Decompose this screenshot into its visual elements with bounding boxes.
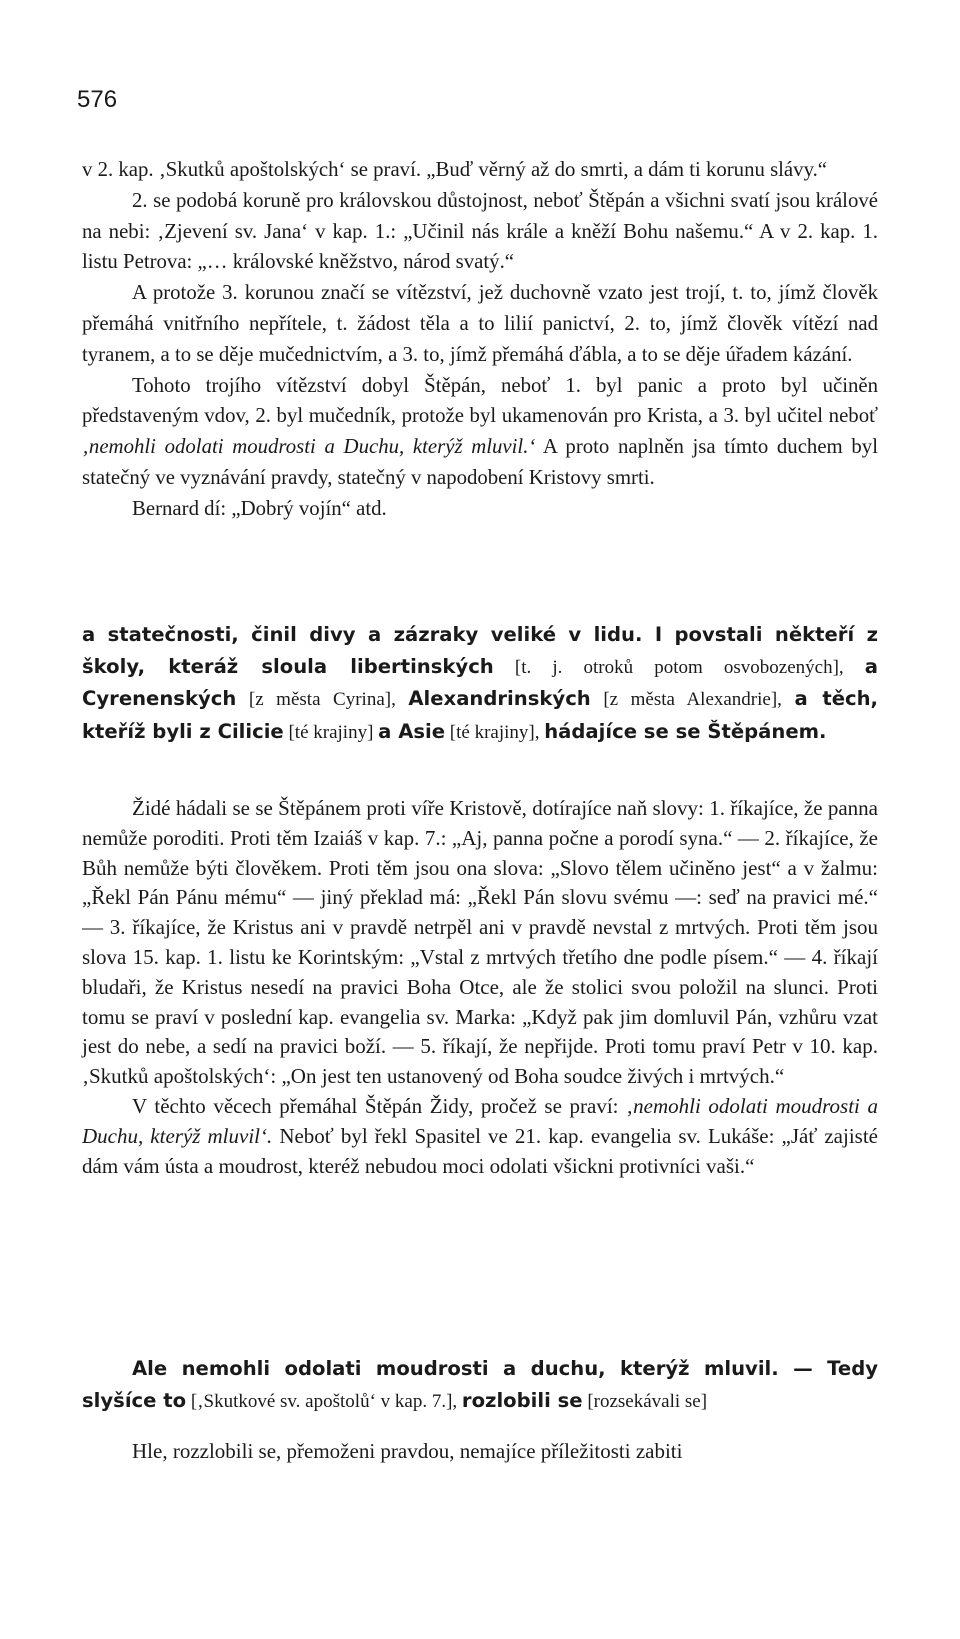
- paragraph: [82, 1353, 878, 1417]
- scripture-text: Alexandrinských: [408, 687, 591, 710]
- paragraph: v 2. kap. ‚Skutků apoštolských‘ se praví. „Buď věrný až do smrti, a dám ti korunu slávy.“: [82, 158, 828, 181]
- paragraph: [82, 1092, 878, 1181]
- section-5: [82, 1436, 878, 1467]
- scripture-text: hádajíce se se Štěpánem.: [544, 719, 827, 743]
- scripture-passage-2: [82, 1353, 878, 1417]
- text-run: V těchto věcech přemáhal Štěpán Židy, pročež se praví:: [132, 1093, 627, 1118]
- gloss: [rozsekávali se]: [582, 1390, 708, 1412]
- gloss: [t. j. otroků potom osvobozených],: [493, 656, 865, 678]
- paragraph: Židé hádali se se Štěpánem proti víře Kristově, dotírajíce naň slovy: 1. říkajíce, že panna nemůže poroditi. Proti těm Izaiáš v kap. 7.: „Aj, panna počne a porodí syna.“ — 2. říkajíce, že Bůh nemůže býti člověkem. Proti těm jsou ona slova: „Slovo tělem učiněno jest“ a v žalmu: „Řekl Pán Pánu mému“ — jiný překlad má: „Řekl Pán slovu svému —: seď na pravici mé.“ — 3. říkajíce, že Kristus ani v pravdě netrpěl ani v pravdě nevstal z mrtvých. Proti těm jsou slova 15. kap. 1. listu ke Korintským: „Vstal z mrtvých třetího dne podle písem.“ — 4. říkají bludaři, že Kristus nesedí na pravici Boha Otce, ale že stolici svou položil na slunci. Proti tomu se praví v poslední kap. evangelia sv. Marka: „Když pak jim domluvil Pán, vzhůru vzat jest do nebe, a sedí na pravici boží. — 5. říkají, že nepřijde. Proti tomu praví Petr v 10. kap. ‚Skutků apoštolských‘: „On jest ten ustanovený od Boha soudce živých i mrtvých.“: [82, 796, 878, 1089]
- scripture-text: rozlobili se: [461, 1388, 583, 1412]
- gloss: [té krajiny]: [283, 721, 379, 743]
- scripture-text: a těch, kteříž byli z Cilicie: [82, 687, 878, 743]
- paragraph: [82, 371, 878, 494]
- scripture-text: Ale nemohli odolati moudrosti a duchu, kterýž mluvil. — Tedy slyšíce to: [82, 1357, 878, 1412]
- paragraph: 2. se podobá koruně pro královskou důstojnost, neboť Štěpán a všichni svatí jsou králové na nebi: ‚Zjevení sv. Jana‘ v kap. 1.: „Učinil nás krále a kněží Bohu našemu.“ A v 2. kap. 1. listu Petrova: „… královské kněžstvo, národ svatý.“: [82, 188, 878, 274]
- gloss: [z města Alexandrie],: [590, 689, 795, 710]
- section-3: [82, 794, 878, 1181]
- scripture-text: a statečnosti, činil divy a zázraky veliké v lidu. I povstali někteří z školy, kteráž sloula libertinských: [82, 623, 878, 678]
- paragraph: [82, 619, 878, 748]
- text-run: A proto naplněn jsa tímto duchem byl statečný ve vyznávání pravdy, statečný v napodobení Kristovy smrti.: [82, 435, 878, 489]
- scripture-text: a Asie: [378, 719, 446, 743]
- paragraph: A protože 3. korunou značí se vítězství, jež duchovně vzato jest trojí, t. to, jímž člověk přemáhá vnitřního nepřítele, t. žádost těla a to lilií panictví, 2. to, jímž člověk vítězí nad tyranem, a to se děje mučednictvím, a 3. to, jímž přemáhá ďábla, a to se děje úřadem kázání.: [82, 281, 878, 366]
- section-1: [82, 155, 878, 525]
- scripture-passage-1: [82, 619, 878, 748]
- paragraph: Bernard dí: „Dobrý vojín“ atd.: [132, 496, 387, 520]
- page-number: 576: [77, 86, 118, 113]
- gloss: [té krajiny],: [445, 721, 545, 743]
- text-run: Neboť byl řekl Spasitel ve 21. kap. evangelia sv. Lukáše: „Jáť zajisté dám vám ústa a moudrost, kteréž nebudou moci odolati všickni protivníci vaši.“: [82, 1123, 878, 1178]
- text-run: Tohoto trojího vítězství dobyl Štěpán, neboť 1. byl panic a proto byl učiněn představeným vdov, 2. byl mučedník, protože byl ukamenován pro Krista, a 3. byl učitel neboť: [82, 373, 878, 428]
- gloss: [‚Skutkové sv. apoštolů‘ v kap. 7.],: [186, 1390, 462, 1412]
- paragraph: Hle, rozzlobili se, přemoženi pravdou, nemajíce příležitosti zabiti: [132, 1439, 683, 1463]
- italic-quote: ‚nemohli odolati moudrosti a Duchu, kterýž mluvil‘.: [82, 1093, 879, 1148]
- italic-quote: ‚nemohli odolati moudrosti a Duchu, kterýž mluvil.‘: [82, 435, 536, 459]
- scripture-text: a Cyrenenských: [82, 654, 878, 710]
- gloss: [z města Cyrina],: [236, 689, 409, 710]
